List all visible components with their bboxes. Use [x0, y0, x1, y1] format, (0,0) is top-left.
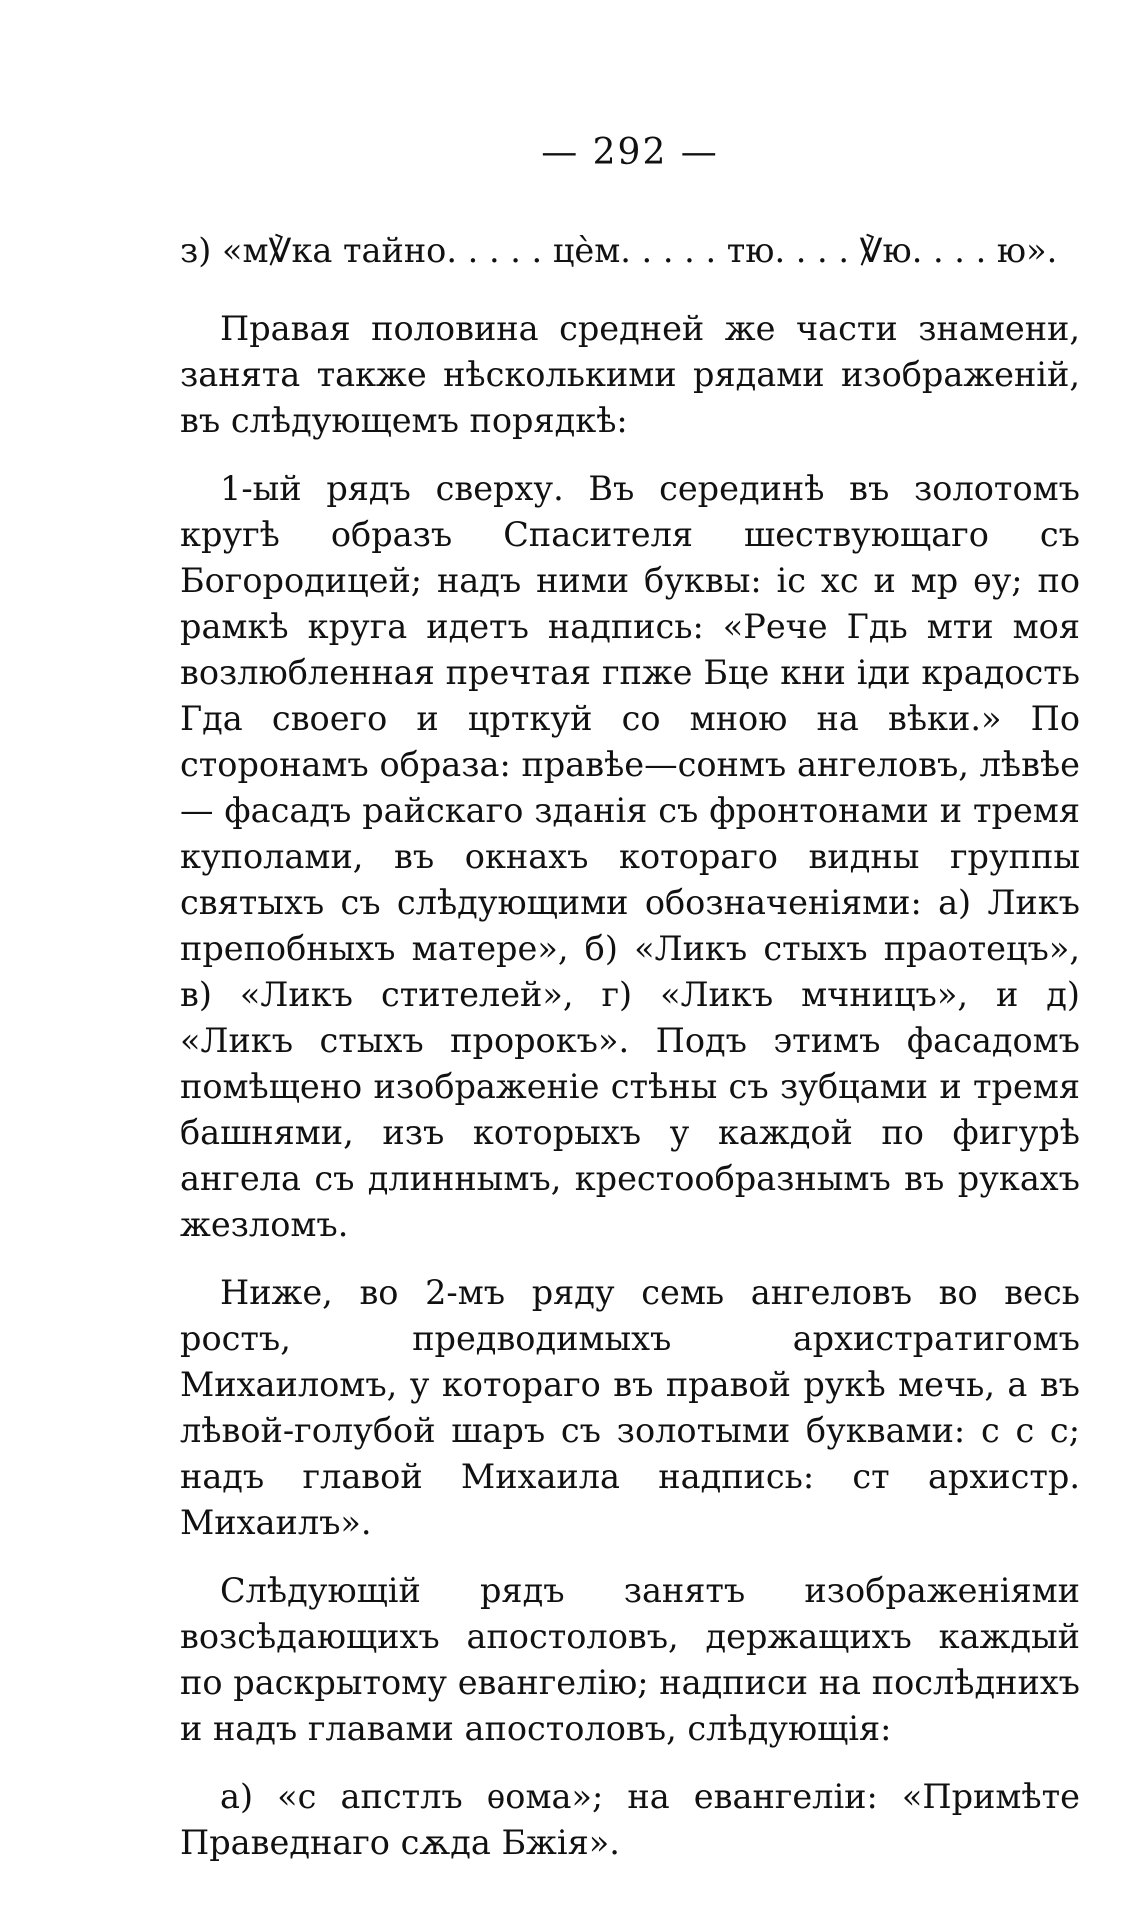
paragraph-list-item-a: а) «с апстлъ ѳома»; на евангеліи: «Примѣте Праведнаго сѫда Бжія». — [180, 1777, 1080, 1862]
paragraph-first-row: 1-ый рядъ сверху. Въ серединѣ въ золотомъ кругѣ образъ Спасителя шествующаго съ Богородицей; надъ ними буквы: іс хс и мр ѳу; по рамкѣ круга идетъ надпись: «Рече Гдь мти моя возлюбленная пречтая гпже Бце кни іди крадость Гда своего и црткуй со мною на вѣки.» По сторонамъ образа: правѣе—сонмъ ангеловъ, лѣвѣе — фасадъ райскаго зданія съ фронтонами и тремя куполами, въ окнахъ котораго видны группы святыхъ съ слѣдующими обозначеніями: а) Ликъ препобныхъ матере», б) «Ликъ стыхъ праотецъ», в) «Ликъ стителей», г) «Ликъ мчницъ», и д) «Ликъ стыхъ пророкъ». Подъ этимъ фасадомъ помѣщено изображеніе стѣны съ зубцами и тремя башнями, изъ которыхъ у каждой по фигурѣ ангела съ длиннымъ, крестообразнымъ въ рукахъ жезломъ. — [180, 469, 1080, 1244]
paragraph-list-item-z: з) «м℣ка тайно. . . . . цѐм. . . . . тю. . . . ℣ю. . . . ю». — [180, 231, 1058, 270]
paragraph-next-row: Слѣдующій рядъ занятъ изображеніями возсѣдающихъ апостоловъ, держащихъ каждый по раскрытому евангелію; надписи на послѣднихъ и надъ главами апостоловъ, слѣдующія: — [180, 1571, 1080, 1748]
paragraph-right-half-intro: Правая половина средней же части знамени, занята также нѣсколькими рядами изображеній, въ слѣдующемъ порядкѣ: — [180, 309, 1080, 440]
body-text — [180, 228, 1080, 1888]
page-number: — 292 — — [541, 132, 719, 173]
paragraph-second-row: Ниже, во 2-мъ ряду семь ангеловъ во весь ростъ, предводимыхъ архистратигомъ Михаиломъ, у котораго въ правой рукѣ мечь, а въ лѣвой-голубой шаръ съ золотыми буквами: с с с; надъ главой Михаила надпись: ст архистр. Михаилъ». — [180, 1273, 1080, 1542]
document-page — [180, 0, 1080, 1908]
